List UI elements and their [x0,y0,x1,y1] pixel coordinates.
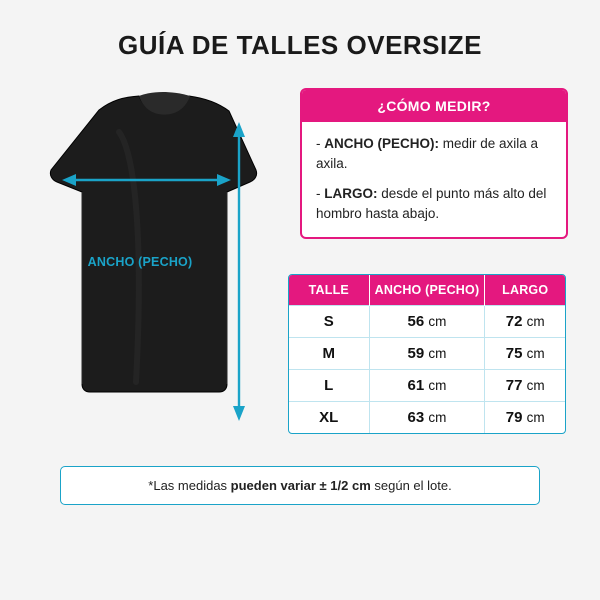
table-row [289,402,565,434]
cell-width-value: 56 [407,313,425,330]
cell-width [369,402,485,434]
column-header-length: LARGO [485,275,565,306]
cell-size: L [289,370,369,402]
measure-item-width-dash: - [316,136,325,151]
cell-length-unit: cm [526,410,545,425]
cell-width-unit: cm [428,346,447,361]
disclaimer-note [60,466,540,505]
cell-size: M [289,338,369,370]
how-to-measure-title: ¿CÓMO MEDIR? [302,90,566,122]
cell-width-unit: cm [428,314,447,329]
note-prefix: *Las medidas [148,478,231,493]
cell-size: S [289,306,369,338]
cell-width-value: 59 [407,345,425,362]
note-bold: pueden variar ± 1/2 cm [230,478,371,493]
size-table [289,275,565,433]
cell-width-unit: cm [428,378,447,393]
table-row [289,306,565,338]
note-suffix: según el lote. [370,478,452,493]
cell-width [369,306,485,338]
measure-item-width-text: medir de axila a axila. [316,136,539,171]
cell-length [485,370,565,402]
table-row [289,338,565,370]
cell-length-value: 72 [505,313,523,330]
cell-length-unit: cm [526,314,545,329]
measure-item-length-dash: - [316,186,325,202]
cell-width [369,370,485,402]
shirt-panel [24,92,284,437]
cell-length [485,402,565,434]
measure-item-length-term: LARGO: [324,186,378,202]
cell-length-value: 77 [505,377,523,394]
table-row [289,370,565,402]
cell-length-unit: cm [526,346,545,361]
cell-length-value: 75 [505,345,523,362]
cell-size: XL [289,402,369,434]
cell-length-value: 79 [505,409,523,426]
size-table-wrapper [288,274,566,434]
cell-length-unit: cm [526,378,545,393]
column-header-width: ANCHO (PECHO) [369,275,485,306]
table-header-row [289,275,565,306]
measure-item-width-term: ANCHO (PECHO): [324,136,439,151]
how-to-measure-card [300,88,568,239]
measure-item-length-text: desde el punto más alto del hombro hasta abajo. [316,186,547,221]
width-measure-label: ANCHO (PECHO) [87,255,193,269]
measure-item-length [316,184,552,223]
cell-width-value: 63 [407,409,425,426]
cell-length [485,338,565,370]
page-title: GUÍA DE TALLES OVERSIZE [118,30,482,60]
cell-width [369,338,485,370]
cell-length [485,306,565,338]
cell-width-unit: cm [428,410,447,425]
column-header-size: TALLE [289,275,369,306]
cell-width-value: 61 [407,377,425,394]
how-to-measure-body [302,122,566,237]
measure-item-width [316,134,552,173]
